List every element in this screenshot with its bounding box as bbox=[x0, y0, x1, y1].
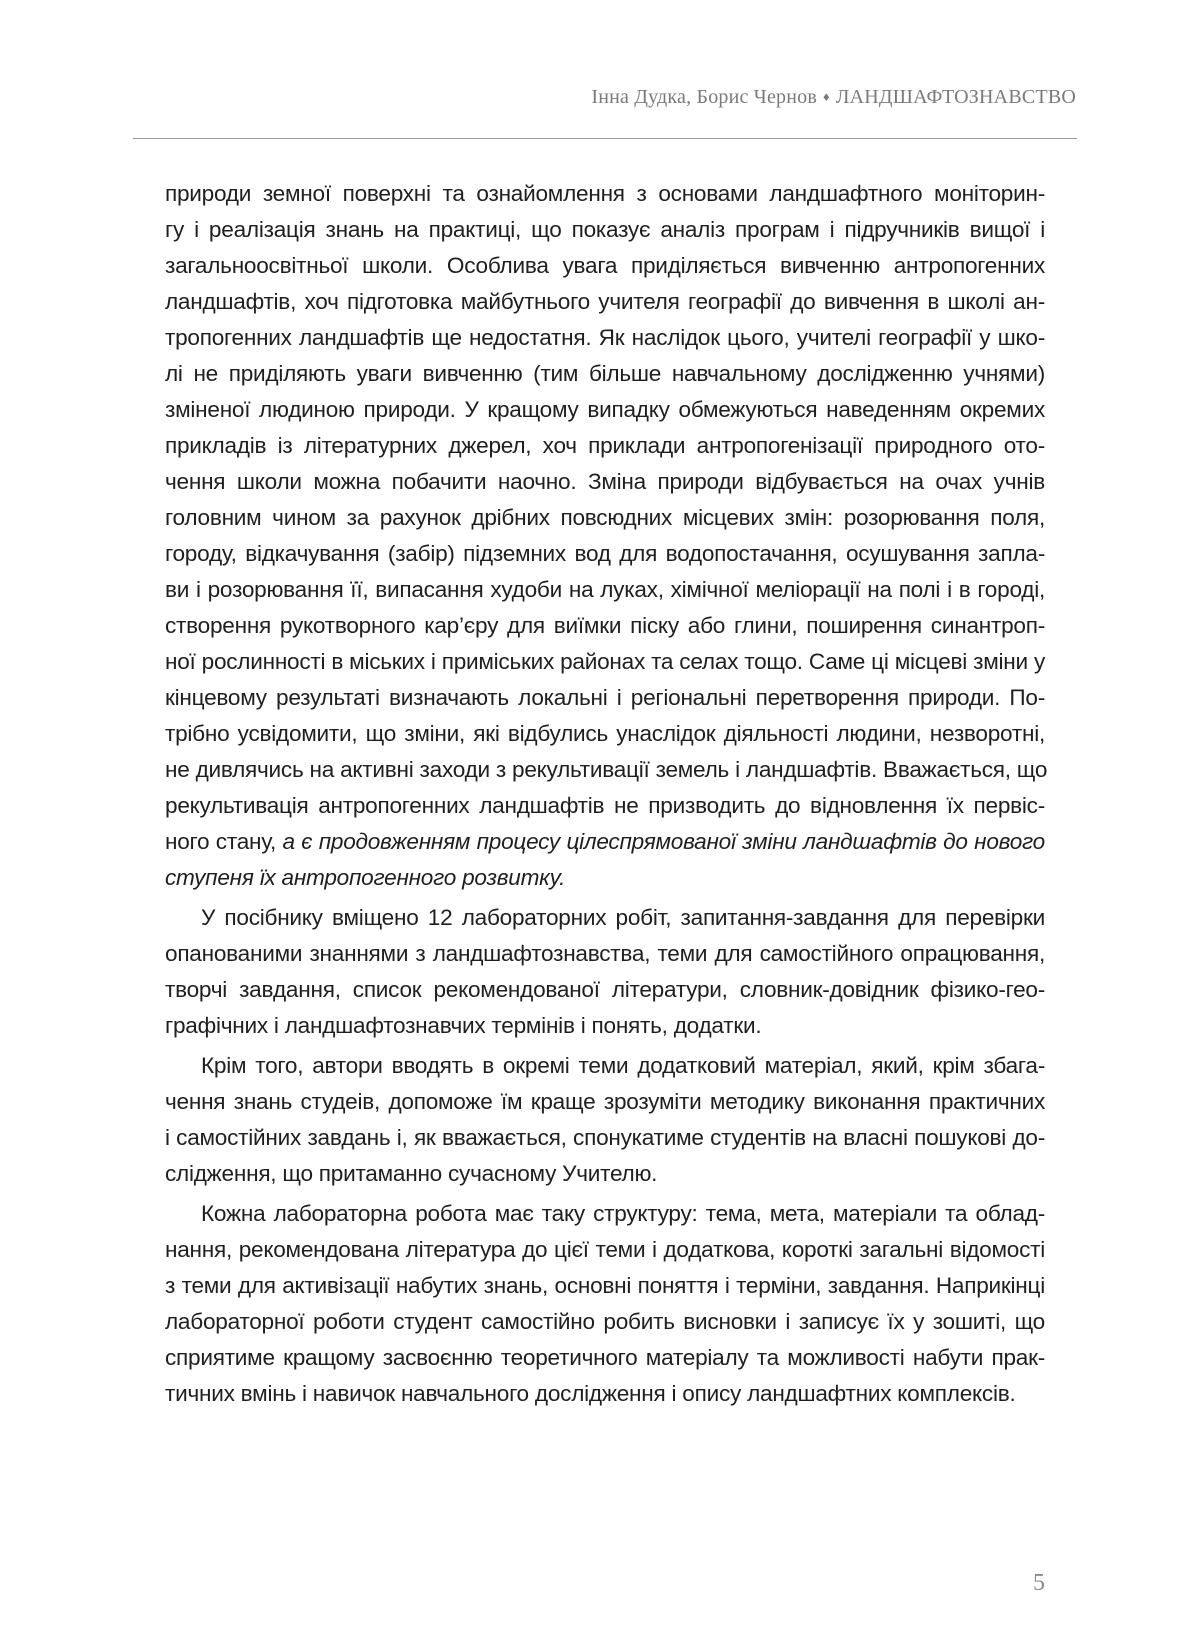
text-line: ної рослинності в міських і приміських районах та селах тощо. Саме ці місцеві зміни у bbox=[165, 649, 1045, 674]
text-line: нання, рекомендована література до цієї теми і додаткова, короткі загальні відомості bbox=[165, 1237, 1045, 1262]
text-line: городу, відкачування (забір) підземних вод для водопостачання, осушування запла- bbox=[165, 541, 1045, 566]
text-plain: ного стану, bbox=[165, 829, 283, 854]
text-line: прикладів із літературних джерел, хоч приклади антропогенізації природного ото- bbox=[165, 433, 1045, 458]
text-line: природи земної поверхні та ознайомлення з основами ландшафтного моніторин- bbox=[165, 181, 1045, 206]
text-line: У посібнику вміщено 12 лабораторних робіт, запитання-завдання для перевірки bbox=[201, 905, 1045, 930]
header-authors: Інна Дудка, Борис Чернов bbox=[591, 86, 818, 108]
header-book-title: ЛАНДШАФТОЗНАВСТВО bbox=[835, 86, 1076, 108]
text-line: загальноосвітньої школи. Особлива увага приділяється вивченню антропогенних bbox=[165, 253, 1045, 278]
body-text bbox=[165, 176, 1048, 1412]
text-line: рекультивація антропогенних ландшафтів не призводить до відновлення їх первіс- bbox=[165, 793, 1045, 818]
text-line: лі не приділяють уваги вивченню (тим більше навчальному дослідженню учнями) bbox=[165, 361, 1045, 386]
text-line: тропогенних ландшафтів ще недостатня. Як наслідок цього, учителі географії у шко- bbox=[165, 325, 1045, 350]
running-header bbox=[591, 86, 1076, 109]
text-line: чення знань студеів, допоможе їм краще зрозуміти методику виконання практичних bbox=[165, 1089, 1045, 1114]
text-line: ландшафтів, хоч підготовка майбутнього учителя географії до вивчення в школі ан- bbox=[165, 289, 1045, 314]
text-line: створення рукотворного кар’єру для виїмки піску або глини, поширення синантроп- bbox=[165, 613, 1045, 638]
text-line: головним чином за рахунок дрібних повсюдних місцевих змін: розорювання поля, bbox=[165, 505, 1045, 530]
text-line: гу і реалізація знань на практиці, що показує аналіз програм і підручників вищої і bbox=[165, 217, 1045, 242]
text-line: слідження, що притаманно сучасному Учителю. bbox=[165, 1161, 658, 1186]
page-number: 5 bbox=[1033, 1570, 1045, 1596]
diamond-separator-icon: ♦ bbox=[823, 89, 830, 104]
text-italic: а є продовженням процесу цілеспрямованої зміни ландшафтів до нового bbox=[282, 829, 1045, 854]
paragraph-1 bbox=[165, 176, 1048, 896]
header-rule bbox=[133, 138, 1077, 139]
text-line: кінцевому результаті визначають локальні і регіональні перетворення природи. По- bbox=[165, 685, 1045, 710]
text-line: опанованими знаннями з ландшафтознавства, теми для самостійного опрацювання, bbox=[165, 941, 1045, 966]
text-line: зміненої людиною природи. У кращому випадку обмежуються наведенням окремих bbox=[165, 397, 1045, 422]
paragraph-4 bbox=[165, 1196, 1045, 1412]
text-line: не дивлячись на активні заходи з рекультивації земель і ландшафтів. Вважається, що bbox=[165, 757, 1048, 782]
text-line: з теми для активізації набутих знань, основні поняття і терміни, завдання. Наприкінці bbox=[165, 1273, 1045, 1298]
text-line: Крім того, автори вводять в окремі теми додатковий матеріал, який, крім збага- bbox=[201, 1053, 1045, 1078]
text-line: трібно усвідомити, що зміни, які відбулись унаслідок діяльності людини, незворотні, bbox=[165, 721, 1045, 746]
text-line bbox=[165, 860, 1045, 896]
text-line: тичних вмінь і навичок навчального дослідження і опису ландшафтних комплексів. bbox=[165, 1381, 1016, 1406]
text-line: графічних і ландшафтознавчих термінів і понять, додатки. bbox=[165, 1013, 762, 1038]
text-line: і самостійних завдань і, як вважається, спонукатиме студентів на власні пошукові до- bbox=[165, 1125, 1045, 1150]
text-line: ви і розорювання її, випасання худоби на луках, хімічної меліорації на полі і в городі, bbox=[165, 577, 1045, 602]
text-line: Кожна лабораторна робота має таку структуру: тема, мета, матеріали та облад- bbox=[201, 1201, 1045, 1226]
text-line: лабораторної роботи студент самостійно робить висновки і записує їх у зошиті, що bbox=[165, 1309, 1045, 1334]
text-line: сприятиме кращому засвоєнню теоретичного матеріалу та можливості набути прак- bbox=[165, 1345, 1045, 1370]
text-line bbox=[165, 824, 1045, 860]
paragraph-2 bbox=[165, 900, 1045, 1044]
text-line: чення школи можна побачити наочно. Зміна природи відбувається на очах учнів bbox=[165, 469, 1045, 494]
text-line: творчі завдання, список рекомендованої літератури, словник-довідник фізико-гео- bbox=[165, 977, 1045, 1002]
text-italic: ступеня їх антропогенного розвитку. bbox=[165, 865, 566, 890]
paragraph-3 bbox=[165, 1048, 1045, 1192]
